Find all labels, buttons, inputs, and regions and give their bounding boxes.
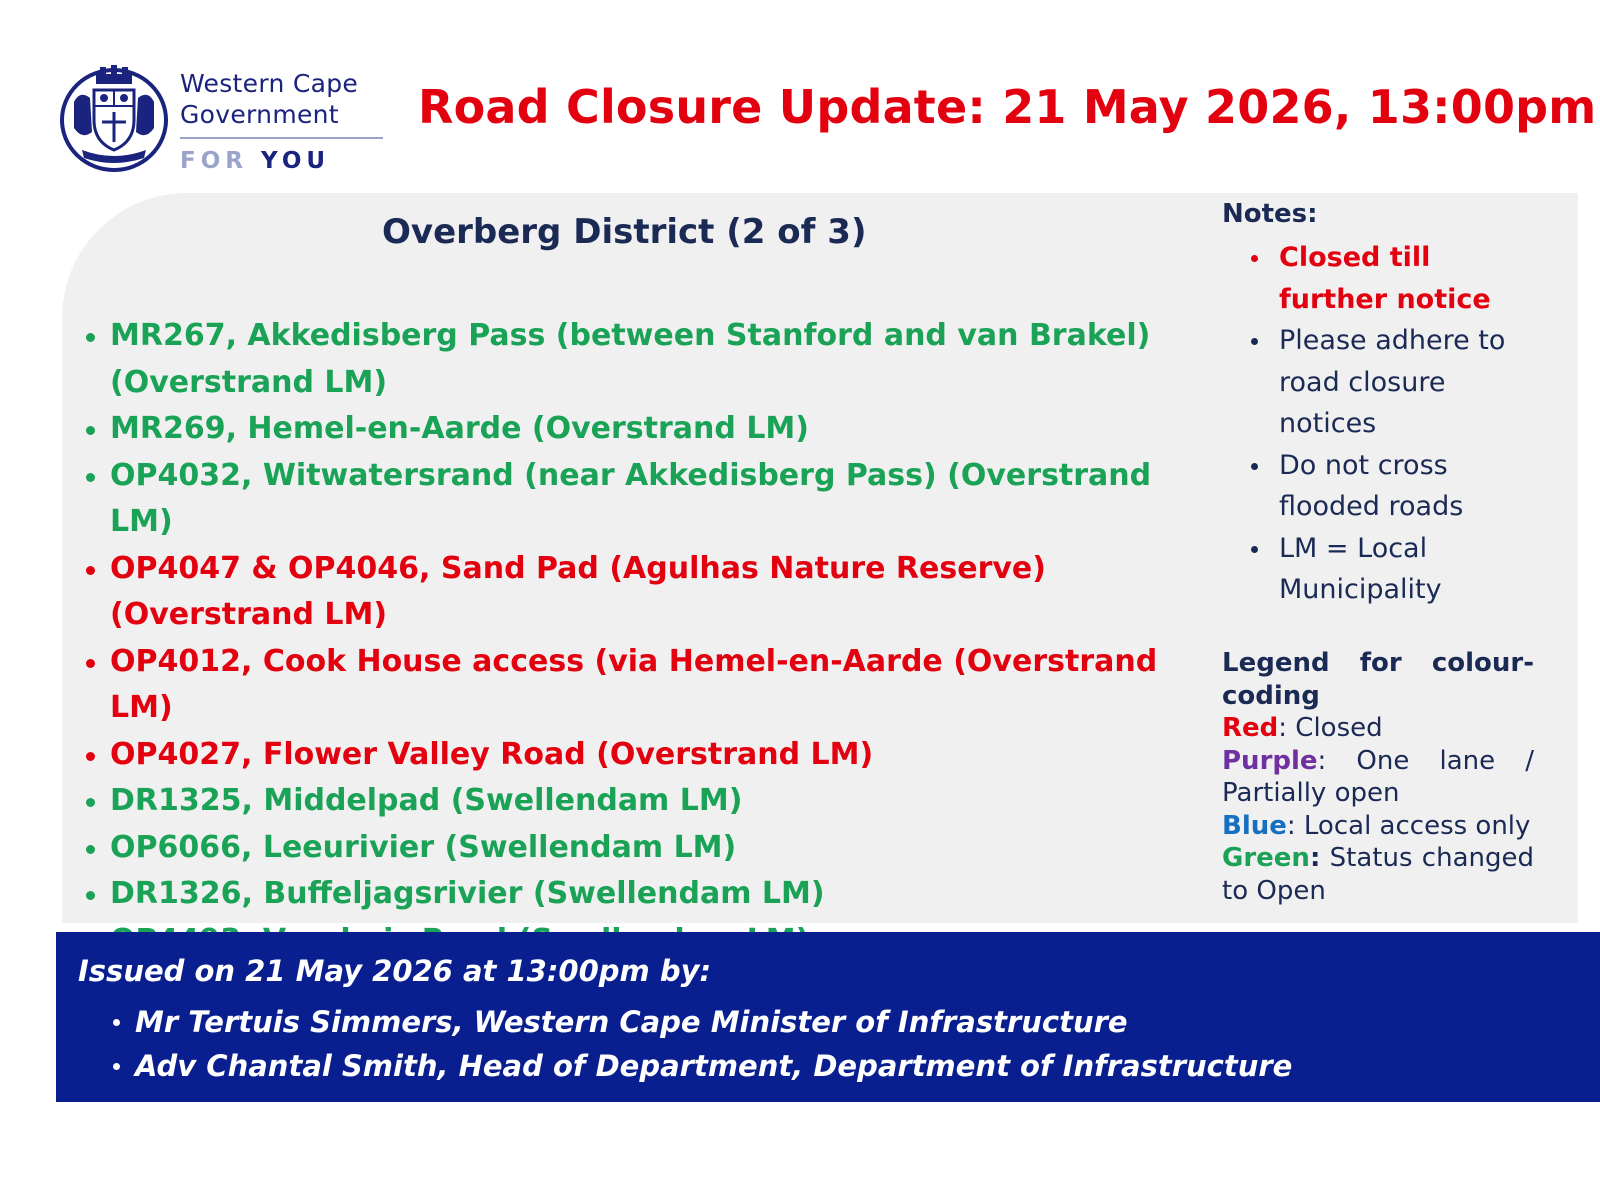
road-label: MR269, Hemel-en-Aarde (Overstrand LM): [110, 411, 809, 446]
legend-green-label: Green: [1222, 843, 1310, 873]
road-label: OP4032, Witwatersrand (near Akkedisberg Pass) (Overstrand LM): [110, 457, 1152, 539]
legend-row-red: [1222, 712, 1534, 745]
page-title: Road Closure Update: 21 May 2026, 13:00pm: [418, 80, 1597, 134]
road-label: OP4047 & OP4046, Sand Pad (Agulhas Nature Reserve)(Overstrand LM): [110, 550, 1046, 632]
road-item: [80, 871, 1190, 918]
colour-legend: [1222, 647, 1534, 907]
bullet-icon: [86, 659, 95, 668]
bullet-icon: [86, 891, 95, 900]
legend-title: [1222, 647, 1534, 680]
road-item: [80, 546, 1190, 639]
bullet-icon: [86, 752, 95, 761]
legend-green-text: Status changed to Open: [1222, 843, 1534, 906]
road-item: [80, 406, 1190, 453]
road-item: [80, 825, 1190, 872]
legend-title-cont: coding: [1222, 680, 1320, 711]
issued-by-banner: [56, 932, 1600, 1102]
road-item: [80, 639, 1190, 732]
road-item: [80, 732, 1190, 779]
road-item: [80, 453, 1190, 546]
coat-of-arms-icon: [60, 62, 172, 174]
bullet-icon: [1251, 338, 1258, 345]
bullet-icon: [86, 333, 95, 342]
note-item: [1222, 528, 1534, 611]
legend-purple-text: : One lane / Partially open: [1222, 745, 1534, 808]
legend-red-text: : Closed: [1278, 713, 1383, 743]
road-label: OP6066, Leeurivier (Swellendam LM): [110, 829, 737, 865]
notes-list: [1222, 237, 1534, 611]
note-label: Please adhere to road closure notices: [1279, 325, 1506, 439]
note-label: Closed till further notice: [1279, 242, 1491, 315]
bullet-icon: [86, 473, 95, 482]
bullet-icon: [86, 426, 95, 435]
bullet-icon: [113, 1019, 120, 1026]
note-item: [1222, 237, 1534, 320]
legend-title-word: colour-: [1431, 648, 1534, 678]
logo-tagline-you: YOU: [261, 148, 331, 174]
legend-title-word: Legend: [1222, 648, 1330, 678]
legend-row-green: [1222, 842, 1534, 907]
bullet-icon: [86, 798, 95, 807]
legend-row-blue: [1222, 810, 1534, 843]
legend-purple-label: Purple: [1222, 745, 1318, 776]
legend-green-colon: :: [1309, 843, 1321, 873]
logo-wordmark: [180, 68, 385, 174]
logo-line-1: Western Cape: [180, 69, 359, 98]
legend-row-purple: [1222, 745, 1534, 810]
signer-list: [78, 1000, 1292, 1088]
note-label: LM = Local Municipality: [1279, 532, 1442, 605]
district-title: Overberg District (2 of 3): [382, 212, 867, 252]
road-label: DR1325, Middelpad (Swellendam LM): [110, 783, 743, 818]
issued-line: Issued on 21 May 2026 at 13:00pm by:: [78, 954, 712, 988]
road-list: [80, 313, 1190, 964]
signer-item: [78, 1044, 1292, 1088]
legend-blue-label: Blue: [1222, 810, 1287, 841]
bullet-icon: [1251, 546, 1258, 553]
road-label: MR267, Akkedisberg Pass (between Stanford and van Brakel)(Overstrand LM): [110, 318, 1151, 400]
notes-heading: Notes:: [1222, 199, 1318, 229]
logo-tagline-for: FOR: [180, 148, 248, 174]
note-label: Do not cross flooded roads: [1279, 449, 1464, 522]
logo-line-2: Government: [180, 100, 339, 129]
legend-blue-text: : Local access only: [1286, 810, 1531, 841]
signer-label: Mr Tertuis Simmers, Western Cape Minister of Infrastructure: [135, 1005, 1128, 1039]
road-label: DR1326, Buffeljagsrivier (Swellendam LM): [110, 876, 825, 911]
western-cape-government-logo: [60, 62, 390, 174]
note-item: [1222, 445, 1534, 528]
logo-divider: [180, 137, 383, 139]
logo-tagline: [180, 148, 385, 174]
bullet-icon: [86, 566, 95, 575]
notes-section: [1222, 196, 1534, 611]
road-label: OP4027, Flower Valley Road (Overstrand LM): [110, 736, 874, 772]
legend-title-word: for: [1359, 648, 1402, 678]
signer-item: [78, 1000, 1292, 1044]
bullet-icon: [1251, 463, 1258, 470]
legend-red-label: Red: [1222, 713, 1279, 743]
road-item: [80, 313, 1190, 406]
note-item: [1222, 320, 1534, 445]
bullet-icon: [113, 1063, 120, 1070]
bullet-icon: [1251, 255, 1258, 262]
bullet-icon: [86, 845, 95, 854]
road-item: [80, 778, 1190, 825]
signer-label: Adv Chantal Smith, Head of Department, Department of Infrastructure: [135, 1049, 1293, 1083]
road-label: OP4012, Cook House access (via Hemel-en-Aarde (Overstrand LM): [110, 643, 1158, 725]
